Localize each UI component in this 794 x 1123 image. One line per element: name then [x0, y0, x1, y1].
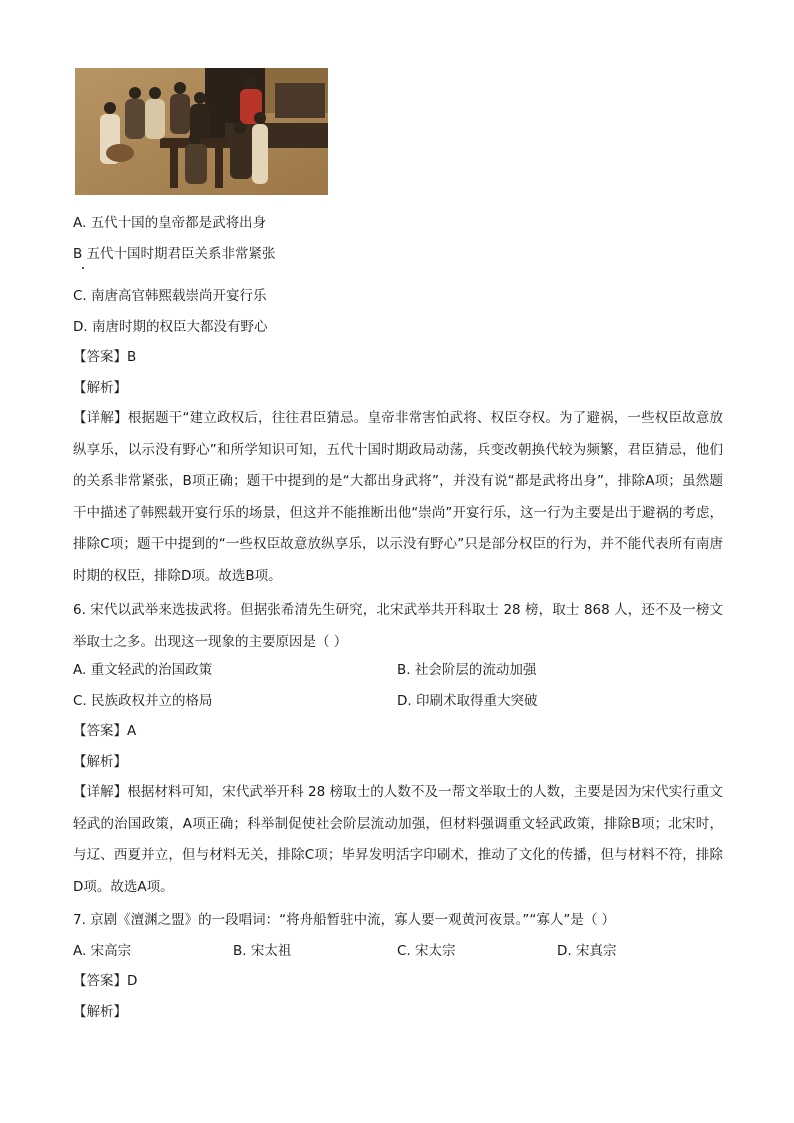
q7-answer: 【答案】D [73, 973, 138, 989]
q7-option-b: B. 宋太祖 [233, 943, 292, 959]
q5-option-d: D. 南唐时期的权臣大都没有野心 [73, 319, 268, 335]
q6-option-a: A. 重文轻武的治国政策 [73, 662, 213, 678]
q7-stem: 7. 京剧《澶渊之盟》的一段唱词：“将舟船暂驻中流，寡人要一观黄河夜景。”“寡人”是（ ） [73, 912, 616, 928]
q6-detail: 【详解】根据材料可知，宋代武举开科 28 榜取士的人数不及一帮文举取士的人数，主要是因为宋代实行重文轻武的治国政策，A项正确；科举制促使社会阶层流动加强，但材料强调重文轻武政策，排除B项；北宋时，与辽、西夏并立，但与材料无关，排除C项；毕昇发明活字印刷术，推动了文化的传播，但与材料不符，排除D项。故选A项。 [73, 784, 723, 895]
q5-analysis-heading: 【解析】 [73, 380, 127, 396]
q6-option-b: B. 社会阶层的流动加强 [397, 662, 537, 678]
q6-analysis-heading: 【解析】 [73, 754, 127, 770]
q6-option-c: C. 民族政权并立的格局 [73, 693, 213, 709]
q5-detail: 【详解】根据题干“建立政权后，往往君臣猜忌。皇帝非常害怕武将、权臣夺权。为了避祸，一些权臣故意放纵享乐，以示没有野心”和所学知识可知，五代十国时期政局动荡，兵变改朝换代较为频繁，君臣猜忌，他们的关系非常紧张，B项正确；题干中提到的是“大都出身武将”，并没有说“都是武将出身”，排除A项；虽然题干中描述了韩熙载开宴行乐的场景，但这并不能推断出他“崇尚”开宴行乐，这一行为主要是出于避祸的考虑，排除C项；题干中提到的“一些权臣故意放纵享乐，以示没有野心”只是部分权臣的行为，并不能代表所有南唐时期的权臣，排除D项。故选B项。 [73, 410, 723, 584]
q6-stem: 6. 宋代以武举来选拔武将。但据张希清先生研究，北宋武举共开科取士 28 榜，取士 868 人，还不及一榜文举取士之多。出现这一现象的主要原因是（ ） [73, 602, 723, 650]
q5-option-c: C. 南唐高官韩熙载崇尚开宴行乐 [73, 288, 267, 304]
q5-answer: 【答案】B [73, 349, 137, 365]
q6-option-d: D. 印刷术取得重大突破 [397, 693, 538, 709]
q5-option-a: A. 五代十国的皇帝都是武将出身 [73, 215, 267, 231]
q7-option-c: C. 宋太宗 [397, 943, 456, 959]
q7-option-a: A. 宋高宗 [73, 943, 132, 959]
stray-dot [82, 267, 84, 269]
q7-option-d: D. 宋真宗 [557, 943, 617, 959]
q5-option-b: B 五代十国时期君臣关系非常紧张 [73, 246, 276, 262]
q6-answer: 【答案】A [73, 723, 137, 739]
han-xizai-night-banquet-painting [75, 68, 328, 195]
q7-analysis-heading: 【解析】 [73, 1004, 127, 1020]
